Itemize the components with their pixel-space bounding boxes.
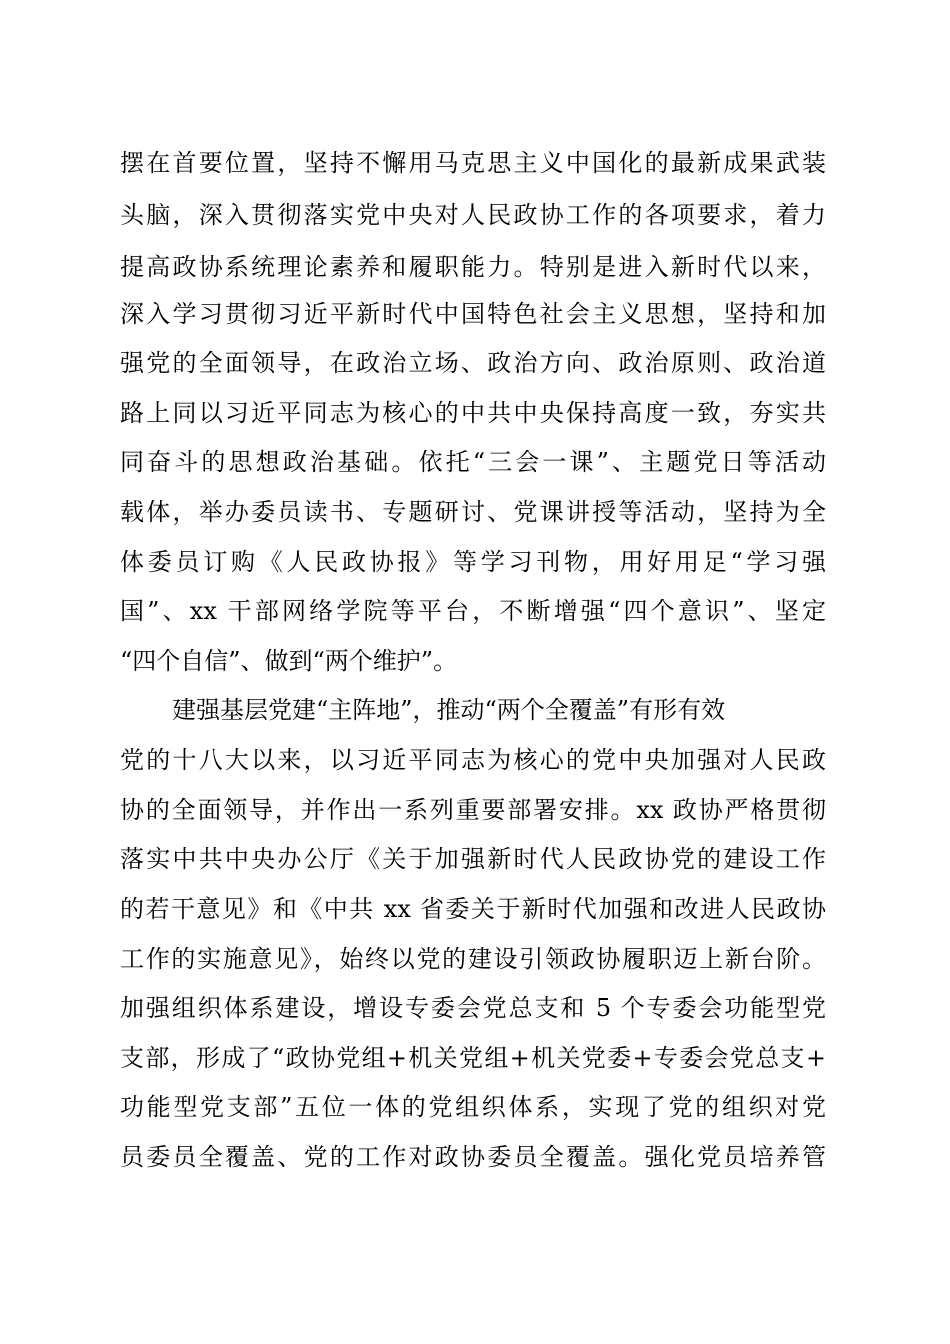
- text-line: 国”、xx 干部网络学院等平台，不断增强“四个意识”、坚定: [120, 597, 826, 625]
- text-line: 的若干意见》和《中共 xx 省委关于新时代加强和改进人民政协: [120, 895, 826, 923]
- text-line: 协的全面领导，并作出一系列重要部署安排。xx 政协严格贯彻: [120, 796, 826, 824]
- text-line: 员委员全覆盖、党的工作对政协委员全覆盖。强化党员培养管: [120, 1143, 826, 1171]
- text-line: 同奋斗的思想政治基础。依托“三会一课”、主题党日等活动: [120, 448, 826, 476]
- text-line: 强党的全面领导，在政治立场、政治方向、政治原则、政治道: [120, 349, 826, 377]
- text-line: 体委员订购《人民政协报》等学习刊物，用好用足“学习强: [120, 548, 826, 576]
- text-line: “四个自信”、做到“两个维护”。: [120, 647, 458, 675]
- paragraph-heading: 建强基层党建“主阵地”，推动“两个全覆盖”有形有效: [172, 696, 726, 724]
- text-line: 加强组织体系建设，增设专委会党总支和 5 个专委会功能型党: [120, 994, 826, 1022]
- text-line: 工作的实施意见》，始终以党的建设引领政协履职迈上新台阶。: [120, 945, 826, 973]
- text-line: 摆在首要位置，坚持不懈用马克思主义中国化的最新成果武装: [120, 149, 826, 177]
- text-line: 支部，形成了“政协党组+机关党组+机关党委+专委会党总支+: [120, 1044, 826, 1072]
- text-line: 落实中共中央办公厅《关于加强新时代人民政协党的建设工作: [120, 845, 826, 873]
- text-line: 党的十八大以来，以习近平同志为核心的党中央加强对人民政: [120, 746, 826, 774]
- text-line: 深入学习贯彻习近平新时代中国特色社会主义思想，坚持和加: [120, 300, 826, 328]
- text-line: 头脑，深入贯彻落实党中央对人民政协工作的各项要求，着力: [120, 201, 826, 229]
- text-line: 载体，举办委员读书、专题研讨、党课讲授等活动，坚持为全: [120, 498, 826, 526]
- text-line: 提高政协系统理论素养和履职能力。特别是进入新时代以来，: [120, 253, 826, 281]
- text-line: 功能型党支部”五位一体的党组织体系，实现了党的组织对党: [120, 1093, 826, 1121]
- text-line: 路上同以习近平同志为核心的中共中央保持高度一致，夯实共: [120, 399, 826, 427]
